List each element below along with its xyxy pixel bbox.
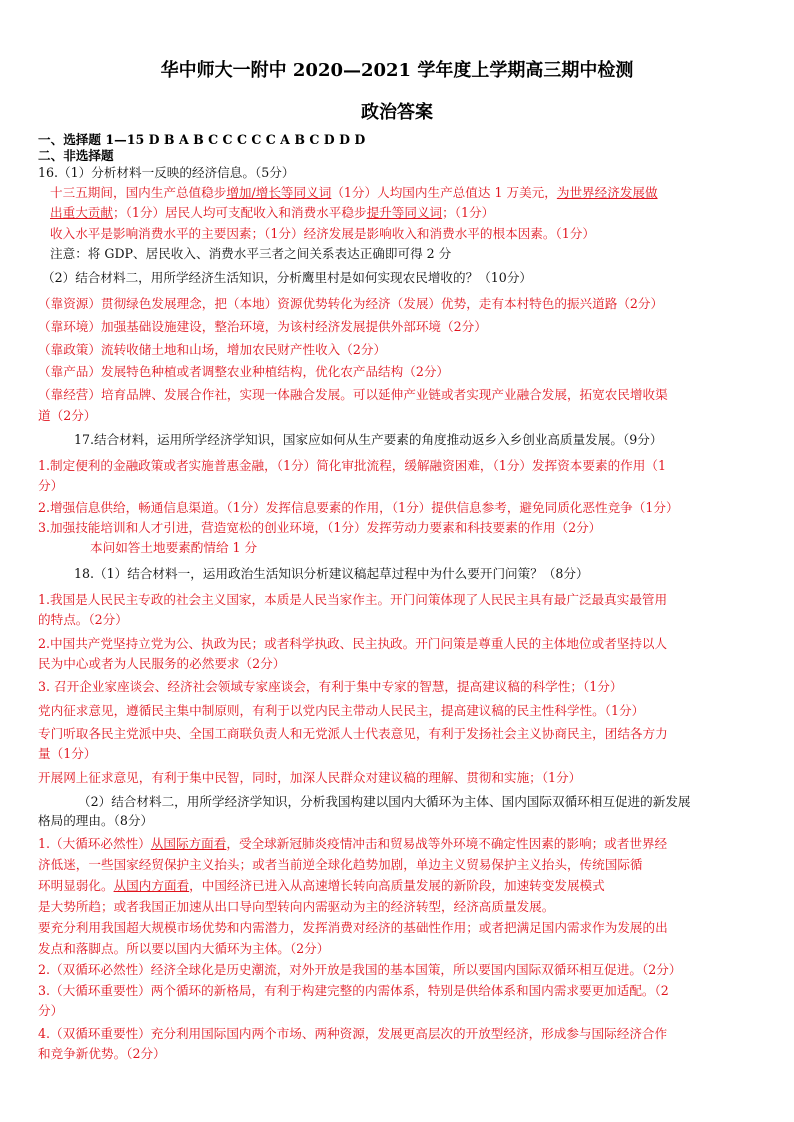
page-subtitle: 政治答案 bbox=[361, 102, 433, 123]
q18-part1-answer-line: 的特点。（2分） bbox=[38, 612, 128, 627]
q18-part1-answer-line: 开展网上征求意见，有利于集中民智，同时，加深人民群众对建议稿的理解、贯彻和实施；（1分） bbox=[38, 770, 582, 785]
text: ；（1分） bbox=[442, 205, 495, 220]
section-multiple-choice: 一、选择题 1—15 D B A B C C C C C A B C D D D bbox=[38, 132, 366, 147]
q17-answer-line: 分） bbox=[38, 478, 64, 493]
page-title: 华中师大一附中 2020—2021 学年度上学期高三期中检测 bbox=[160, 60, 634, 81]
q17-answer-line: 1.制定便利的金融政策或者实施普惠金融，（1分）简化审批流程，缓解融资困难，（1分）发挥资本要素的作用（1 bbox=[38, 458, 666, 473]
text: ，中国经济已进入从高速增长转向高质量发展的新阶段，加速转变发展模式 bbox=[189, 878, 605, 893]
q16-part2-answer-line: 道（2分） bbox=[38, 408, 97, 423]
q18-part2-answer-line: 发点和落脚点。所以要以国内大循环为主体。（2分） bbox=[38, 941, 330, 956]
q18-part2-answer-line: 和竞争新优势。（2分） bbox=[38, 1046, 166, 1061]
q16-part1-note: 注意：将 GDP、居民收入、消费水平三者之间关系表达正确即可得 2 分 bbox=[50, 246, 452, 261]
underlined-text: 从国内方面看 bbox=[113, 878, 190, 893]
q18-part2-answer-line: 是大势所趋；或者我国正加速从出口导向型转向内需驱动为主的经济转型，经济高质量发展。 bbox=[38, 899, 555, 914]
q17-answer-line: 2.增强信息供给，畅通信息渠道。（1分）发挥信息要素的作用，（1分）提供信息参考，避免同质化恶性竞争（1分） bbox=[38, 500, 679, 515]
q17-question: 17.结合材料，运用所学经济学知识，国家应如何从生产要素的角度推动返乡入乡创业高质量发展。（9分） bbox=[74, 432, 663, 447]
q18-part1-answer-line: 3. 召开企业家座谈会、经济社会领域专家座谈会，有利于集中专家的智慧，提高建议稿的科学性；（1分） bbox=[38, 679, 623, 694]
text: ，受全球新冠肺炎疫情冲击和贸易战等外环境不确定性因素的影响；或者世界经 bbox=[226, 836, 668, 851]
q18-part1-answer-line: 量（1分） bbox=[38, 746, 97, 761]
q18-part2-answer-line: 济低迷，一些国家经贸保护主义抬头；或者当前逆全球化趋势加剧，单边主义贸易保护主义抬头，传统国际循 bbox=[38, 857, 643, 872]
q18-part1-answer-line: 2.中国共产党坚持立党为公、执政为民；或者科学执政、民主执政。开门问策是尊重人民的主体地位或者坚持以人 bbox=[38, 636, 668, 651]
q18-part2-answer-line bbox=[38, 836, 667, 852]
q16-part2-answer-line: （靠资源）贯彻绿色发展理念，把（本地）资源优势转化为经济（发展）优势，走有本村特色的振兴道路（2分） bbox=[38, 296, 664, 311]
q16-part2-answer-line: （靠政策）流转收储土地和山场，增加农民财产性收入（2分） bbox=[38, 342, 387, 357]
q16-part2-answer-line: （靠产品）发展特色种植或者调整农业种植结构，优化农产品结构（2分） bbox=[38, 364, 450, 379]
section-non-choice: 二、非选择题 bbox=[38, 148, 114, 163]
q16-part1-answer-line2 bbox=[50, 205, 494, 221]
q16-part2-answer-line: （靠经营）培育品牌、发展合作社，实现一体融合发展。可以延伸产业链或者实现产业融合发展，拓宽农民增收渠 bbox=[38, 387, 668, 402]
q18-part2-answer-line: 2.（双循环必然性）经济全球化是历史潮流，对外开放是我国的基本国策，所以要国内国际双循环相互促进。（2分） bbox=[38, 962, 682, 977]
q17-answer-line: 3.加强技能培训和人才引进，营造宽松的创业环境，（1分）发挥劳动力要素和科技要素的作用（2分） bbox=[38, 520, 602, 535]
q18-part1-question: 18.（1）结合材料一，运用政治生活知识分析建议稿起草过程中为什么要开门问策？（8分） bbox=[74, 566, 589, 581]
text: ；（1分）居民人均可支配收入和消费水平稳步 bbox=[112, 205, 367, 220]
q18-part2-answer-line: 要充分利用我国超大规模市场优势和内需潜力，发挥消费对经济的基础性作用；或者把满足国内需求作为发展的出 bbox=[38, 920, 668, 935]
underlined-text: 从国际方面看 bbox=[150, 836, 227, 851]
text: 十三五期间，国内生产总值稳步 bbox=[50, 185, 227, 200]
text: 环明显弱化。 bbox=[38, 878, 114, 893]
q18-part1-answer-line: 1.我国是人民民主专政的社会主义国家，本质是人民当家作主。开门问策体现了人民民主具有最广泛最真实最管用 bbox=[38, 592, 668, 607]
q18-part2-answer-line: 3.（大循环重要性）两个循环的新格局，有利于构建完整的内需体系，特别是供给体系和国内需求要更加适配。（2 bbox=[38, 983, 669, 998]
underlined-text: 出重大贡献 bbox=[50, 205, 113, 220]
q18-part2-answer-line: 分） bbox=[38, 1003, 64, 1018]
q18-part1-answer-line: 专门听取各民主党派中央、全国工商联负责人和无党派人士代表意见，有利于发扬社会主义协商民主，团结各方力 bbox=[38, 726, 668, 741]
q16-part2-question: （2）结合材料二，用所学经济生活知识，分析鹰里村是如何实现农民增收的？（10分） bbox=[42, 270, 533, 285]
q16-part1-answer-line1 bbox=[50, 185, 658, 201]
text: 1.（大循环必然性） bbox=[38, 836, 151, 851]
q18-part1-answer-line: 党内征求意见，遵循民主集中制原则，有利于以党内民主带动人民民主，提高建议稿的民主性科学性。（1分） bbox=[38, 703, 645, 718]
q17-note: 本问如答土地要素酌情给 1 分 bbox=[90, 540, 258, 555]
text: （1分）人均国内生产总值达 1 万美元， bbox=[331, 185, 557, 200]
q16-part1-answer-line3: 收入水平是影响消费水平的主要因素；（1分）经济发展是影响收入和消费水平的根本因素。（1分） bbox=[50, 226, 595, 241]
q18-part2-question-line2: 格局的理由。（8分） bbox=[38, 813, 154, 828]
q18-part2-question-line1: （2）结合材料二，用所学经济学知识，分析我国构建以国内大循环为主体、国内国际双循环相互促进的新发展 bbox=[78, 794, 691, 809]
q18-part2-answer-line bbox=[38, 878, 605, 894]
q16-part1-question: 16.（1）分析材料一反映的经济信息。（5分） bbox=[38, 165, 295, 180]
q18-part1-answer-line: 民为中心或者为人民服务的必然要求（2分） bbox=[38, 656, 286, 671]
underlined-text: 提升等同义词 bbox=[366, 205, 443, 220]
q16-part2-answer-line: （靠环境）加强基础设施建设，整治环境，为该村经济发展提供外部环境（2分） bbox=[38, 319, 487, 334]
underlined-text: 为世界经济发展做 bbox=[556, 185, 658, 200]
underlined-text: 增加/增长等同义词 bbox=[226, 185, 332, 200]
q18-part2-answer-line: 4.（双循环重要性）充分利用国际国内两个市场、两种资源，发展更高层次的开放型经济，形成参与国际经济合作 bbox=[38, 1026, 668, 1041]
